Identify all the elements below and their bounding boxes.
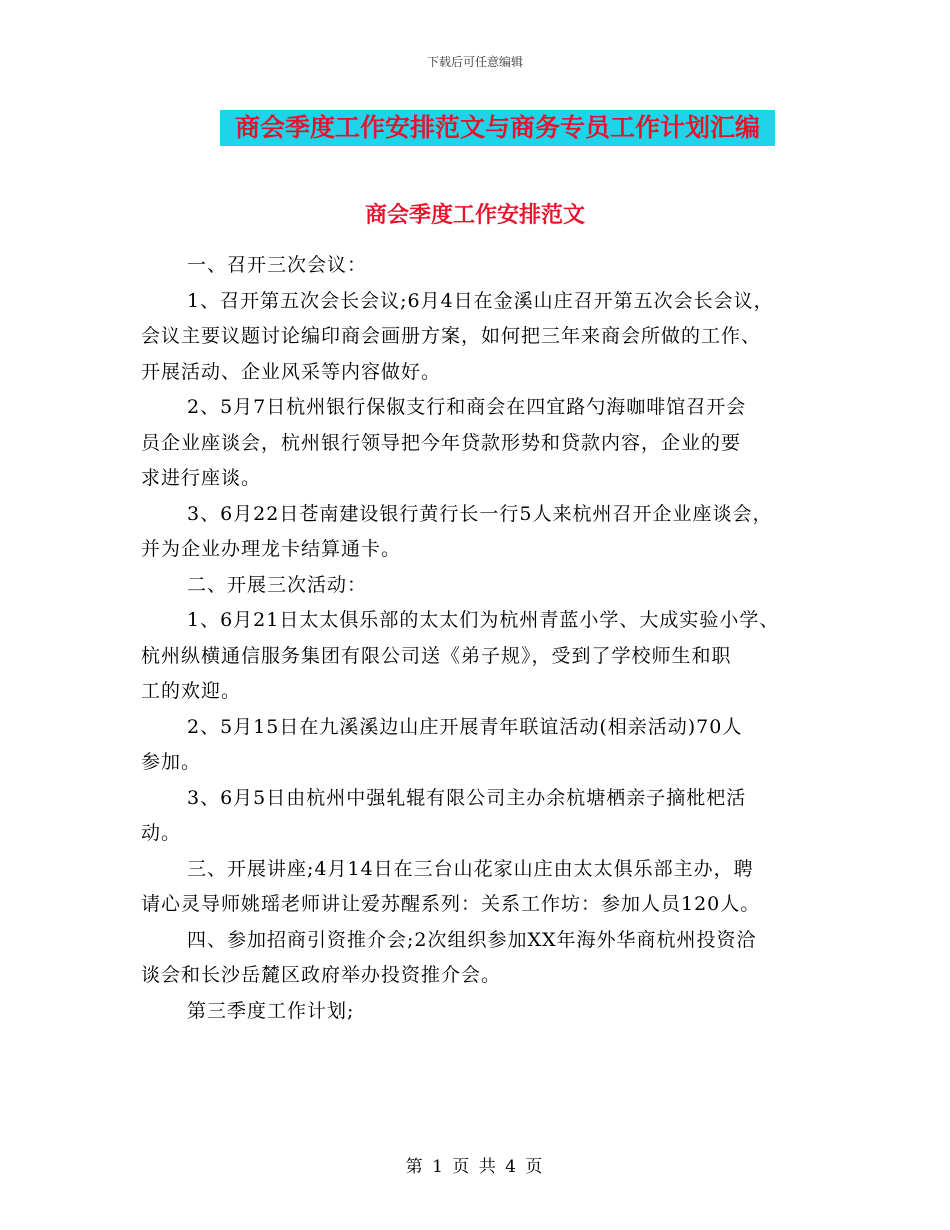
body-line: 并为企业办理龙卡结算通卡。 [141,538,402,560]
body-line: 工的欢迎。 [141,680,242,702]
body-line: 四、参加招商引资推介会;2次组织参加XX年海外华商杭州投资洽 [187,928,757,951]
body-line: 第三季度工作计划; [187,999,355,1022]
body-line: 会议主要议题讨论编印商会画册方案，如何把三年来商会所做的工作、 [141,325,762,347]
body-line: 一、召开三次会议： [187,254,368,276]
body-line: 1、召开第五次会长会议;6月4日在金溪山庄召开第五次会长会议， [187,289,774,312]
page-header-note: 下载后可任意编辑 [426,55,523,69]
body-line: 谈会和长沙岳麓区政府举办投资推介会。 [141,964,502,986]
body-line: 1、6月21日太太俱乐部的太太们为杭州青蓝小学、大成实验小学、 [187,609,780,631]
body-line: 3、6月5日由杭州中强轧辊有限公司主办余杭塘栖亲子摘枇杷活 [187,786,747,809]
body-text [141,248,821,1029]
section-title: 商会季度工作安排范文 [364,203,585,228]
body-line: 参加。 [141,751,202,773]
body-line: 动。 [141,822,182,844]
body-line: 三、开展讲座;4月14日在三台山花家山庄由太太俱乐部主办，聘 [187,857,754,880]
body-line: 员企业座谈会，杭州银行领导把今年贷款形势和贷款内容，企业的要 [141,431,742,454]
body-line: 3、6月22日苍南建设银行黄行长一行5人来杭州召开企业座谈会， [187,502,773,525]
body-line: 2、5月7日杭州银行保俶支行和商会在四宜路勺海咖啡馆召开会 [187,396,747,418]
body-line: 开展活动、企业风采等内容做好。 [141,360,442,383]
page-footer: 第 1 页 共 4 页 [405,1157,545,1177]
body-line: 请心灵导师姚瑶老师讲让爱苏醒系列：关系工作坊：参加人员120人。 [141,893,761,915]
body-line: 求进行座谈。 [141,467,262,489]
document-main-title: 商会季度工作安排范文与商务专员工作计划汇编 [220,110,775,146]
body-line: 二、开展三次活动： [187,573,368,596]
body-line: 杭州纵横通信服务集团有限公司送《弟子规》，受到了学校师生和职 [141,644,732,667]
body-line: 2、5月15日在九溪溪边山庄开展青年联谊活动(相亲活动)70人 [187,715,743,738]
